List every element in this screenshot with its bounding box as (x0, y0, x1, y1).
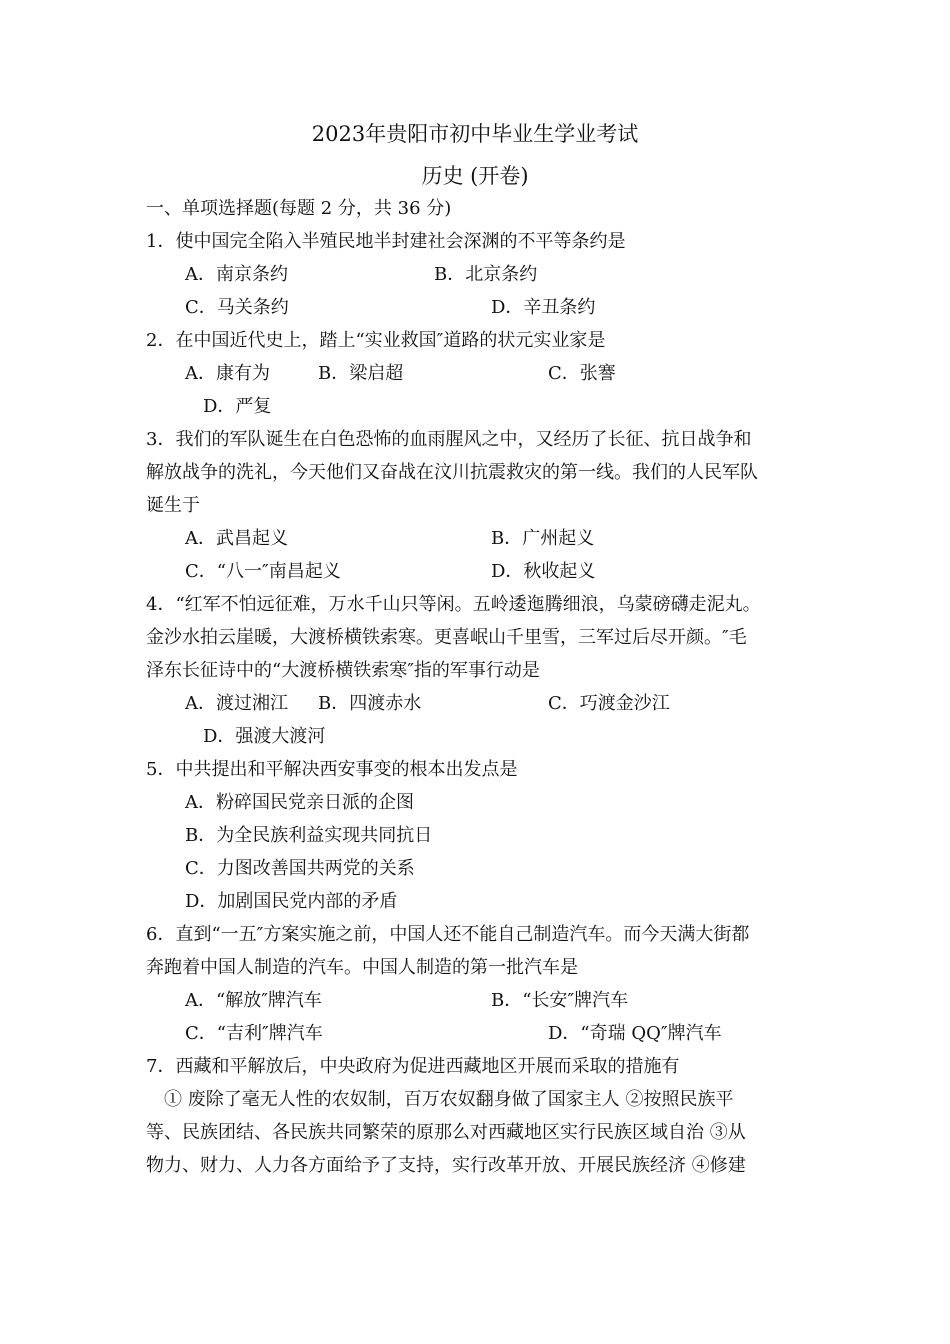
question-stem: 4．“红军不怕远征难，万水千山只等闲。五岭逶迤腾细浪，乌蒙磅礴走泥丸。 (146, 594, 761, 615)
question-stem: 1．使中国完全陷入半殖民地半封建社会深渊的不平等条约是 (146, 231, 626, 252)
question-stem: 6．直到“一五″方案实施之前，中国人还不能自己制造汽车。而今天满大街都 (146, 924, 750, 945)
answer-option: B．“长安″牌汽车 (491, 990, 629, 1011)
exam-title: 2023年贵阳市初中毕业生学业考试 (311, 122, 639, 146)
answer-option: A．武昌起义 (185, 528, 288, 549)
answer-option: D．强渡大渡河 (203, 726, 326, 747)
answer-option: B．广州起义 (491, 528, 595, 549)
question-stem: 解放战争的洗礼，今天他们又奋战在汶川抗震救灾的第一线。我们的人民军队 (146, 462, 758, 483)
answer-option: C．力图改善国共两党的关系 (185, 858, 415, 879)
question-stem: 等、民族团结、各民族共同繁荣的原那么对西藏地区实行民族区域自治 ③从 (146, 1122, 746, 1143)
answer-option: A．康有为 (185, 363, 270, 384)
answer-option: B．梁启超 (318, 363, 404, 384)
answer-option: B．北京条约 (434, 264, 538, 285)
question-stem: 泽东长征诗中的“大渡桥横铁索寒″指的军事行动是 (146, 660, 540, 681)
exam-subtitle: 历史 (开卷) (421, 164, 529, 188)
question-stem: 2．在中国近代史上，踏上“实业救国″道路的状元实业家是 (146, 330, 606, 351)
answer-option: C．马关条约 (185, 297, 289, 318)
answer-option: D．辛丑条约 (491, 297, 596, 318)
answer-option: A．“解放″牌汽车 (185, 990, 322, 1011)
question-stem: 奔跑着中国人制造的汽车。中国人制造的第一批汽车是 (146, 957, 578, 978)
answer-option: D．“奇瑞 QQ″牌汽车 (548, 1023, 722, 1044)
answer-option: C．“吉利″牌汽车 (185, 1023, 323, 1044)
section-heading: 一、单项选择题(每题 2 分，共 36 分) (146, 198, 452, 219)
question-stem: 5．中共提出和平解决西安事变的根本出发点是 (146, 759, 518, 780)
answer-option: B．为全民族利益实现共同抗日 (185, 825, 433, 846)
question-stem: ① 废除了毫无人性的农奴制，百万农奴翻身做了国家主人 ②按照民族平 (146, 1089, 734, 1110)
answer-option: D．加剧国民党内部的矛盾 (185, 891, 398, 912)
answer-option: A．粉碎国民党亲日派的企图 (185, 792, 414, 813)
question-stem: 物力、财力、人力各方面给予了支持，实行改革开放、开展民族经济 ④修建 (146, 1155, 746, 1176)
answer-option: B．四渡赤水 (318, 693, 422, 714)
question-stem: 3．我们的军队诞生在白色恐怖的血雨腥风之中，又经历了长征、抗日战争和 (146, 429, 752, 450)
question-stem: 7．西藏和平解放后，中央政府为促进西藏地区开展而采取的措施有 (146, 1056, 680, 1077)
answer-option: C．“八一″南昌起义 (185, 561, 341, 582)
question-stem: 金沙水拍云崖暖，大渡桥横铁索寒。更喜岷山千里雪，三军过后尽开颜。″毛 (146, 627, 747, 648)
answer-option: A．渡过湘江 (185, 693, 288, 714)
answer-option: A．南京条约 (185, 264, 288, 285)
answer-option: C．张謇 (548, 363, 616, 384)
question-stem: 诞生于 (146, 495, 200, 516)
answer-option: D．严复 (203, 396, 272, 417)
answer-option: D．秋收起义 (491, 561, 596, 582)
answer-option: C．巧渡金沙江 (548, 693, 670, 714)
